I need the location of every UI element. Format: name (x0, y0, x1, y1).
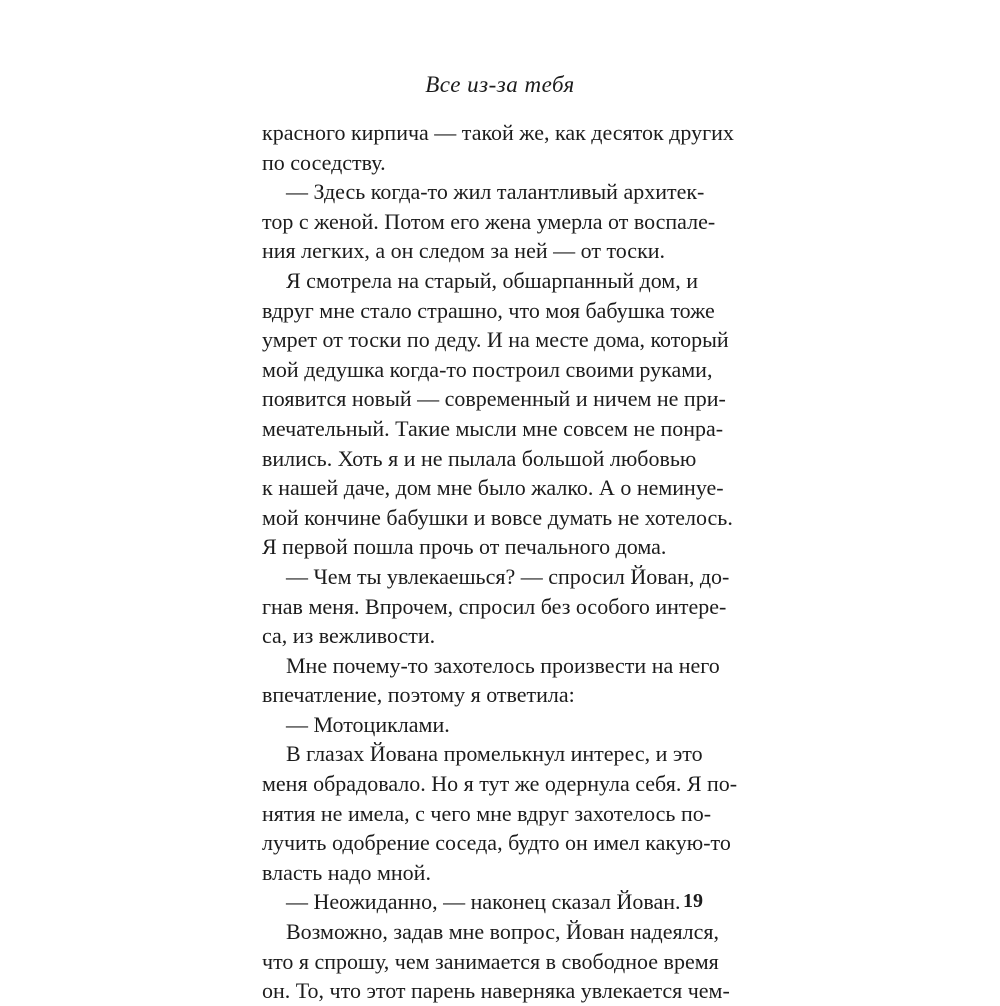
text-line: са, из вежливости. (262, 623, 436, 649)
text-line: тор с женой. Потом его жена умерла от воспале- (262, 208, 716, 234)
text-line: Я первой пошла прочь от печального дома. (262, 534, 667, 560)
text-line: по соседству. (262, 149, 386, 175)
text-line: — Здесь когда-то жил талантливый архитек- (286, 179, 705, 205)
text-line: вились. Хоть я и не пылала большой любовью (262, 445, 697, 471)
body-text (262, 118, 738, 1006)
text-line: Мне почему-то захотелось произвести на него (286, 652, 720, 678)
text-line: Я смотрела на старый, обшарпанный дом, и (286, 267, 698, 293)
text-line: власть надо мной. (262, 859, 431, 885)
text-line: умрет от тоски по деду. И на месте дома, который (262, 327, 729, 353)
text-line: лучить одобрение соседа, будто он имел какую-то (262, 830, 731, 856)
page-number: 19 (683, 890, 703, 912)
text-line: впечатление, поэтому я ответила: (262, 682, 575, 708)
text-line: меня обрадовало. Но я тут же одернула себя. Я по- (262, 771, 738, 797)
text-line: Возможно, задав мне вопрос, Йован надеялся, (286, 919, 719, 945)
text-line: — Неожиданно, — наконец сказал Йован. (286, 889, 681, 915)
text-line: ния легких, а он следом за ней — от тоски. (262, 238, 666, 264)
text-line: что я спрошу, чем занимается в свободное время (262, 948, 719, 974)
text-line: появится новый — современный и ничем не при- (262, 386, 726, 412)
text-line: — Мотоциклами. (286, 711, 450, 737)
text-line: мечательный. Такие мысли мне совсем не понра- (262, 415, 724, 441)
text-line: гнав меня. Впрочем, спросил без особого интере- (262, 593, 727, 619)
text-line: красного кирпича — такой же, как десяток других (262, 120, 734, 145)
text-line: мой кончине бабушки и вовсе думать не хотелось. (262, 504, 733, 530)
text-line: к нашей даче, дом мне было жалко. А о неминуе- (262, 475, 724, 501)
text-line: В глазах Йована промелькнул интерес, и это (286, 741, 703, 767)
text-line: нятия не имела, с чего мне вдруг захотелось по- (262, 800, 712, 826)
text-line: вдруг мне стало страшно, что моя бабушка тоже (262, 297, 715, 323)
text-line: — Чем ты увлекаешься? — спросил Йован, до- (286, 563, 730, 589)
running-header: Все из-за тебя (425, 72, 575, 97)
text-line: мой дедушка когда-то построил своими руками, (262, 356, 713, 382)
text-line: он. То, что этот парень наверняка увлекается чем- (262, 978, 730, 1004)
